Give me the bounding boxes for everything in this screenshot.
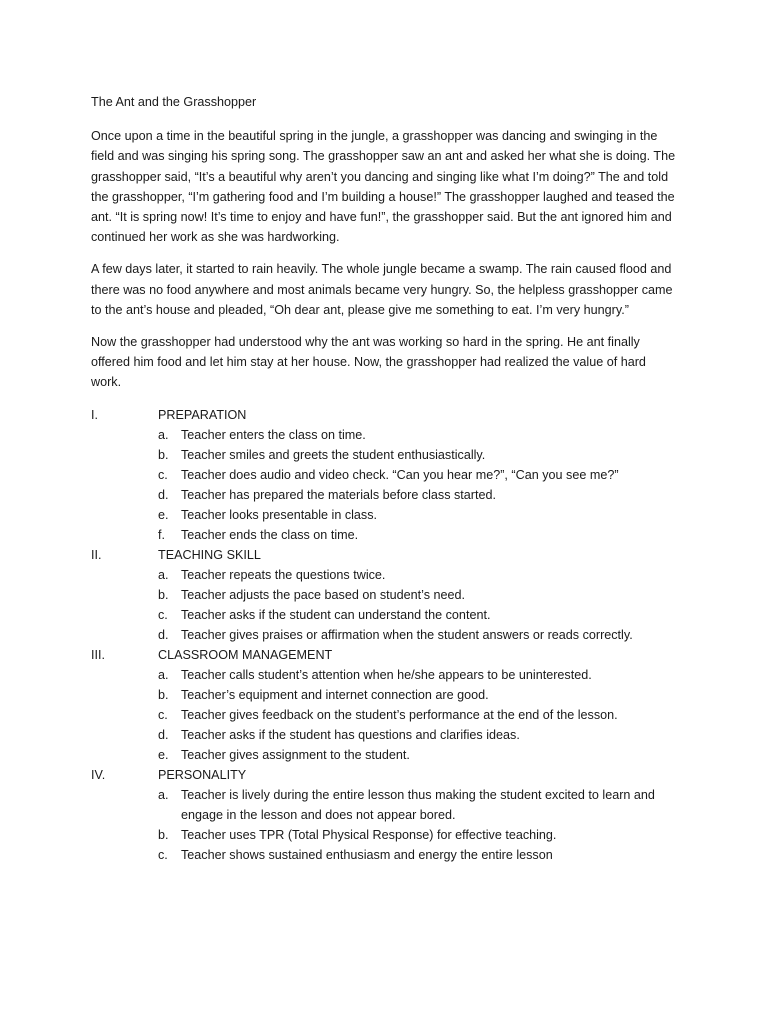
list-item (158, 565, 677, 585)
item-text: Teacher smiles and greets the student enthusiastically. (181, 447, 486, 462)
item-letter: a. (158, 667, 169, 682)
list-item (158, 525, 677, 545)
item-letter: e. (158, 747, 169, 762)
list-item (158, 665, 677, 685)
section-heading (91, 765, 677, 785)
item-text: Teacher is lively during the entire lesson thus making the student excited to learn and engage in the lesson and does not appear bored. (181, 787, 655, 822)
evaluation-outline (91, 405, 677, 865)
section-title: PERSONALITY (158, 767, 247, 782)
item-letter: c. (158, 847, 168, 862)
section-title: TEACHING SKILL (158, 547, 261, 562)
section-items (91, 425, 677, 545)
list-item (158, 605, 677, 625)
item-text: Teacher ends the class on time. (181, 527, 359, 542)
item-letter: b. (158, 687, 169, 702)
item-letter: c. (158, 707, 168, 722)
item-letter: a. (158, 567, 169, 582)
item-text: Teacher enters the class on time. (181, 427, 366, 442)
item-text: Teacher adjusts the pace based on student’s need. (181, 587, 466, 602)
list-item (158, 825, 677, 845)
section-title: PREPARATION (158, 407, 247, 422)
list-item (158, 845, 677, 865)
outline-section-preparation (91, 405, 677, 545)
document-title: The Ant and the Grasshopper (91, 95, 257, 109)
section-numeral: IV. (91, 767, 106, 782)
item-letter: b. (158, 587, 169, 602)
item-letter: f. (158, 527, 165, 542)
section-heading (91, 645, 677, 665)
list-item (158, 425, 677, 445)
list-item (158, 705, 677, 725)
outline-section-classroom-management (91, 645, 677, 765)
story-paragraph-2: A few days later, it started to rain heavily. The whole jungle became a swamp. The rain caused flood and there was no food anywhere and most animals became very hungry. So, the helpless grasshopper came to the ant’s house and pleaded, “Oh dear ant, please give me something to eat. I’m very hungry.” (91, 262, 673, 317)
section-numeral: III. (91, 647, 105, 662)
section-items (91, 565, 677, 645)
section-items (91, 665, 677, 765)
item-letter: b. (158, 447, 169, 462)
list-item (158, 625, 677, 645)
item-text: Teacher uses TPR (Total Physical Response) for effective teaching. (181, 827, 557, 842)
section-numeral: I. (91, 407, 98, 422)
item-letter: c. (158, 607, 168, 622)
item-letter: c. (158, 467, 168, 482)
item-text: Teacher gives feedback on the student’s performance at the end of the lesson. (181, 707, 618, 722)
list-item (158, 725, 677, 745)
item-text: Teacher shows sustained enthusiasm and energy the entire lesson (181, 847, 553, 862)
item-text: Teacher’s equipment and internet connection are good. (181, 687, 489, 702)
item-text: Teacher has prepared the materials before class started. (181, 487, 497, 502)
outline-section-teaching-skill (91, 545, 677, 645)
list-item (158, 785, 677, 825)
item-text: Teacher gives assignment to the student. (181, 747, 410, 762)
section-heading (91, 405, 677, 425)
item-text: Teacher asks if the student has questions and clarifies ideas. (181, 727, 520, 742)
item-text: Teacher gives praises or affirmation when the student answers or reads correctly. (181, 627, 633, 642)
section-heading (91, 545, 677, 565)
item-letter: a. (158, 427, 169, 442)
list-item (158, 445, 677, 465)
list-item (158, 465, 677, 485)
list-item (158, 745, 677, 765)
outline-section-personality (91, 765, 677, 865)
item-letter: d. (158, 627, 169, 642)
item-letter: e. (158, 507, 169, 522)
story-paragraph-3: Now the grasshopper had understood why the ant was working so hard in the spring. He ant finally offered him food and let him stay at her house. Now, the grasshopper had realized the value of hard work. (91, 335, 646, 390)
item-letter: d. (158, 487, 169, 502)
section-numeral: II. (91, 547, 102, 562)
document-page (91, 92, 677, 865)
section-title: CLASSROOM MANAGEMENT (158, 647, 333, 662)
section-items (91, 785, 677, 865)
item-letter: a. (158, 787, 169, 802)
item-text: Teacher asks if the student can understand the content. (181, 607, 491, 622)
item-text: Teacher repeats the questions twice. (181, 567, 386, 582)
item-letter: d. (158, 727, 169, 742)
list-item (158, 585, 677, 605)
list-item (158, 685, 677, 705)
item-text: Teacher does audio and video check. “Can you hear me?”, “Can you see me?” (181, 467, 619, 482)
item-letter: b. (158, 827, 169, 842)
item-text: Teacher calls student’s attention when he/she appears to be uninterested. (181, 667, 592, 682)
item-text: Teacher looks presentable in class. (181, 507, 378, 522)
list-item (158, 485, 677, 505)
list-item (158, 505, 677, 525)
story-paragraph-1: Once upon a time in the beautiful spring in the jungle, a grasshopper was dancing and swinging in the field and was singing his spring song. The grasshopper saw an ant and asked her what she is doing. The grasshopper said, “It’s a beautiful why aren’t you dancing and singing like what I’m doing?” The and told the grasshopper, “I’m gathering food and I’m building a house!” The grasshopper laughed and teased the ant. “It is spring now! It’s time to enjoy and have fun!”, the grasshopper said. But the ant ignored him and continued her work as she was hardworking. (91, 129, 676, 245)
